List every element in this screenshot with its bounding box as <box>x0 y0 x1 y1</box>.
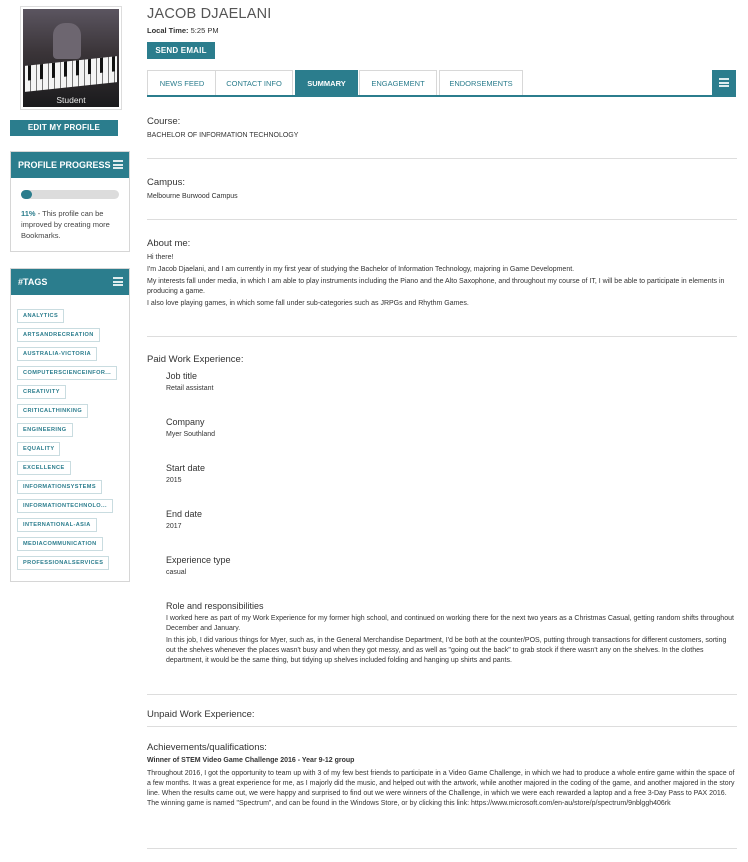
achievement-text: Throughout 2016, I got the opportunity to team up with 3 of my few best friends to participate in a Video Game Challenge, in which we had to produce a whole entire game within the space of a few months. It was a great experience for me, as I majorly did the music, and helped out with the artwork, while another majored in the coding of the game, and another majored in the story line. When the results came out, we were happy and surprised to find out we were winners of the Challenge, in which we were each rewarded a laptop and a free 3-Day Pass to PAX 2016. The winning game is named "Spectrum", and can be found in the Windows Store, or by clicking this link: https://www.microsoft.com/en-au/store/p/spectrum/9nblggh406rk <box>147 770 735 807</box>
main-content <box>147 6 737 97</box>
divider <box>147 726 737 727</box>
profile-tabs <box>147 70 736 97</box>
local-time-label: Local Time: <box>147 26 189 35</box>
divider <box>147 336 737 337</box>
experience-type-label: Experience type <box>166 555 231 565</box>
profile-progress-panel <box>10 151 130 252</box>
divider <box>147 158 737 159</box>
avatar-figure <box>53 23 81 59</box>
campus-section <box>147 177 737 202</box>
company-value: Myer Southland <box>166 431 216 438</box>
progress-bar-fill <box>21 190 32 199</box>
left-sidebar <box>10 6 130 582</box>
end-date-value: 2017 <box>166 523 182 530</box>
edit-profile-button[interactable]: EDIT MY PROFILE <box>10 120 118 136</box>
company-field <box>166 417 736 440</box>
job-title-value: Retail assistant <box>166 385 214 392</box>
role-paragraph: In this job, I did various things for Myer, such as, in the General Merchandise Department, I'd be both at the counter/POS, putting through transactions for different customers, sorting out the shelves whenever the places wasn't busy and when they got messy, and as well as "going out the back" to grab stock if there wasn't any on the shelves. In the clothes department, it would be the same thing, but tidying up shelves included folding and hanging up shirts and pants. <box>166 637 727 664</box>
avatar[interactable] <box>20 6 122 110</box>
tags-list <box>11 295 129 581</box>
menu-icon[interactable] <box>113 277 123 285</box>
tag-chip[interactable]: CREATIVITY <box>17 385 66 399</box>
unpaid-work-section <box>147 709 737 720</box>
unpaid-work-title: Unpaid Work Experience: <box>147 709 255 720</box>
campus-title: Campus: <box>147 177 186 188</box>
tab-summary[interactable]: SUMMARY <box>295 70 358 95</box>
about-line: My interests fall under media, in which I am able to play instruments including the Piano and the Alto Saxophone, and throughout my course of IT, I will be able to participate in elements in producing a game. <box>147 278 725 295</box>
tag-chip[interactable]: AUSTRALIA-VICTORIA <box>17 347 97 361</box>
end-date-field <box>166 509 736 532</box>
course-section <box>147 116 737 141</box>
divider <box>147 848 737 849</box>
start-date-field <box>166 463 736 486</box>
tag-chip[interactable]: PROFESSIONALSERVICES <box>17 556 109 570</box>
progress-text <box>21 208 119 241</box>
role-text <box>166 614 736 666</box>
about-line: Hi there! <box>147 254 174 261</box>
tag-chip[interactable]: COMPUTERSCIENCEINFOR... <box>17 366 117 380</box>
start-date-label: Start date <box>166 463 206 473</box>
start-date-value: 2015 <box>166 477 182 484</box>
avatar-caption: Student <box>56 95 86 105</box>
company-label: Company <box>166 417 205 427</box>
progress-description: - This profile can be improved by creating more Bookmarks. <box>21 209 110 240</box>
about-title: About me: <box>147 238 191 249</box>
menu-icon[interactable] <box>113 160 123 168</box>
tag-chip[interactable]: ANALYTICS <box>17 309 64 323</box>
progress-percent: 11% <box>21 209 36 218</box>
local-time <box>147 26 737 35</box>
course-title: Course: <box>147 116 181 127</box>
tag-chip[interactable]: INFORMATIONTECHNOLO... <box>17 499 113 513</box>
tab-engagement[interactable]: ENGAGEMENT <box>359 70 437 95</box>
menu-icon <box>719 78 729 86</box>
avatar-image <box>23 9 119 107</box>
role-field <box>166 601 736 666</box>
tags-title: #TAGS <box>18 277 48 287</box>
tab-endorsements[interactable]: ENDORSEMENTS <box>439 70 523 95</box>
tag-chip[interactable]: CRITICALTHINKING <box>17 404 88 418</box>
about-text <box>147 253 737 309</box>
tag-chip[interactable]: EXCELLENCE <box>17 461 71 475</box>
local-time-value: 5:25 PM <box>190 26 219 35</box>
divider <box>147 694 737 695</box>
job-title-field <box>166 371 736 394</box>
experience-type-value: casual <box>166 569 187 576</box>
tag-chip[interactable]: ENGINEERING <box>17 423 73 437</box>
role-label: Role and responsibilities <box>166 601 264 611</box>
achievement-heading: Winner of STEM Video Game Challenge 2016 - Year 9-12 group <box>147 757 355 764</box>
send-email-button[interactable]: SEND EMAIL <box>147 42 215 59</box>
achievements-section <box>147 742 737 809</box>
tag-chip[interactable]: ARTSANDRECREATION <box>17 328 100 342</box>
tab-news-feed[interactable]: NEWS FEED <box>147 70 217 95</box>
profile-name: JACOB DJAELANI <box>147 6 272 22</box>
progress-bar <box>21 190 119 199</box>
job-title-label: Job title <box>166 371 198 381</box>
tag-chip[interactable]: MEDIACOMMUNICATION <box>17 537 103 551</box>
paid-work-title: Paid Work Experience: <box>147 354 244 365</box>
about-line: I'm Jacob Djaelani, and I am currently in my first year of studying the Bachelor of Information Technology, majoring in Game Development. <box>147 266 575 273</box>
about-section <box>147 238 737 309</box>
course-value: BACHELOR OF INFORMATION TECHNOLOGY <box>147 132 299 139</box>
profile-progress-title: PROFILE PROGRESS <box>18 160 111 170</box>
divider <box>147 219 737 220</box>
profile-progress-header <box>11 152 129 178</box>
tag-chip[interactable]: EQUALITY <box>17 442 60 456</box>
paid-work-section <box>147 354 737 365</box>
tags-panel <box>10 268 130 582</box>
about-line: I also love playing games, in which some fall under sub-categories such as JRPGs and Rhythm Games. <box>147 300 469 307</box>
experience-type-field <box>166 555 736 578</box>
end-date-label: End date <box>166 509 203 519</box>
tag-chip[interactable]: INTERNATIONAL-ASIA <box>17 518 97 532</box>
tab-contact-info[interactable]: CONTACT INFO <box>215 70 293 95</box>
tabs-menu-button[interactable] <box>712 70 736 95</box>
tags-header <box>11 269 129 295</box>
achievements-title: Achievements/qualifications: <box>147 742 267 753</box>
tag-chip[interactable]: INFORMATIONSYSTEMS <box>17 480 102 494</box>
campus-value: Melbourne Burwood Campus <box>147 193 238 200</box>
role-paragraph: I worked here as part of my Work Experience for my former high school, and continued on working there for the next two years as a Christmas Casual, getting random shifts throughout December and January. <box>166 615 734 632</box>
